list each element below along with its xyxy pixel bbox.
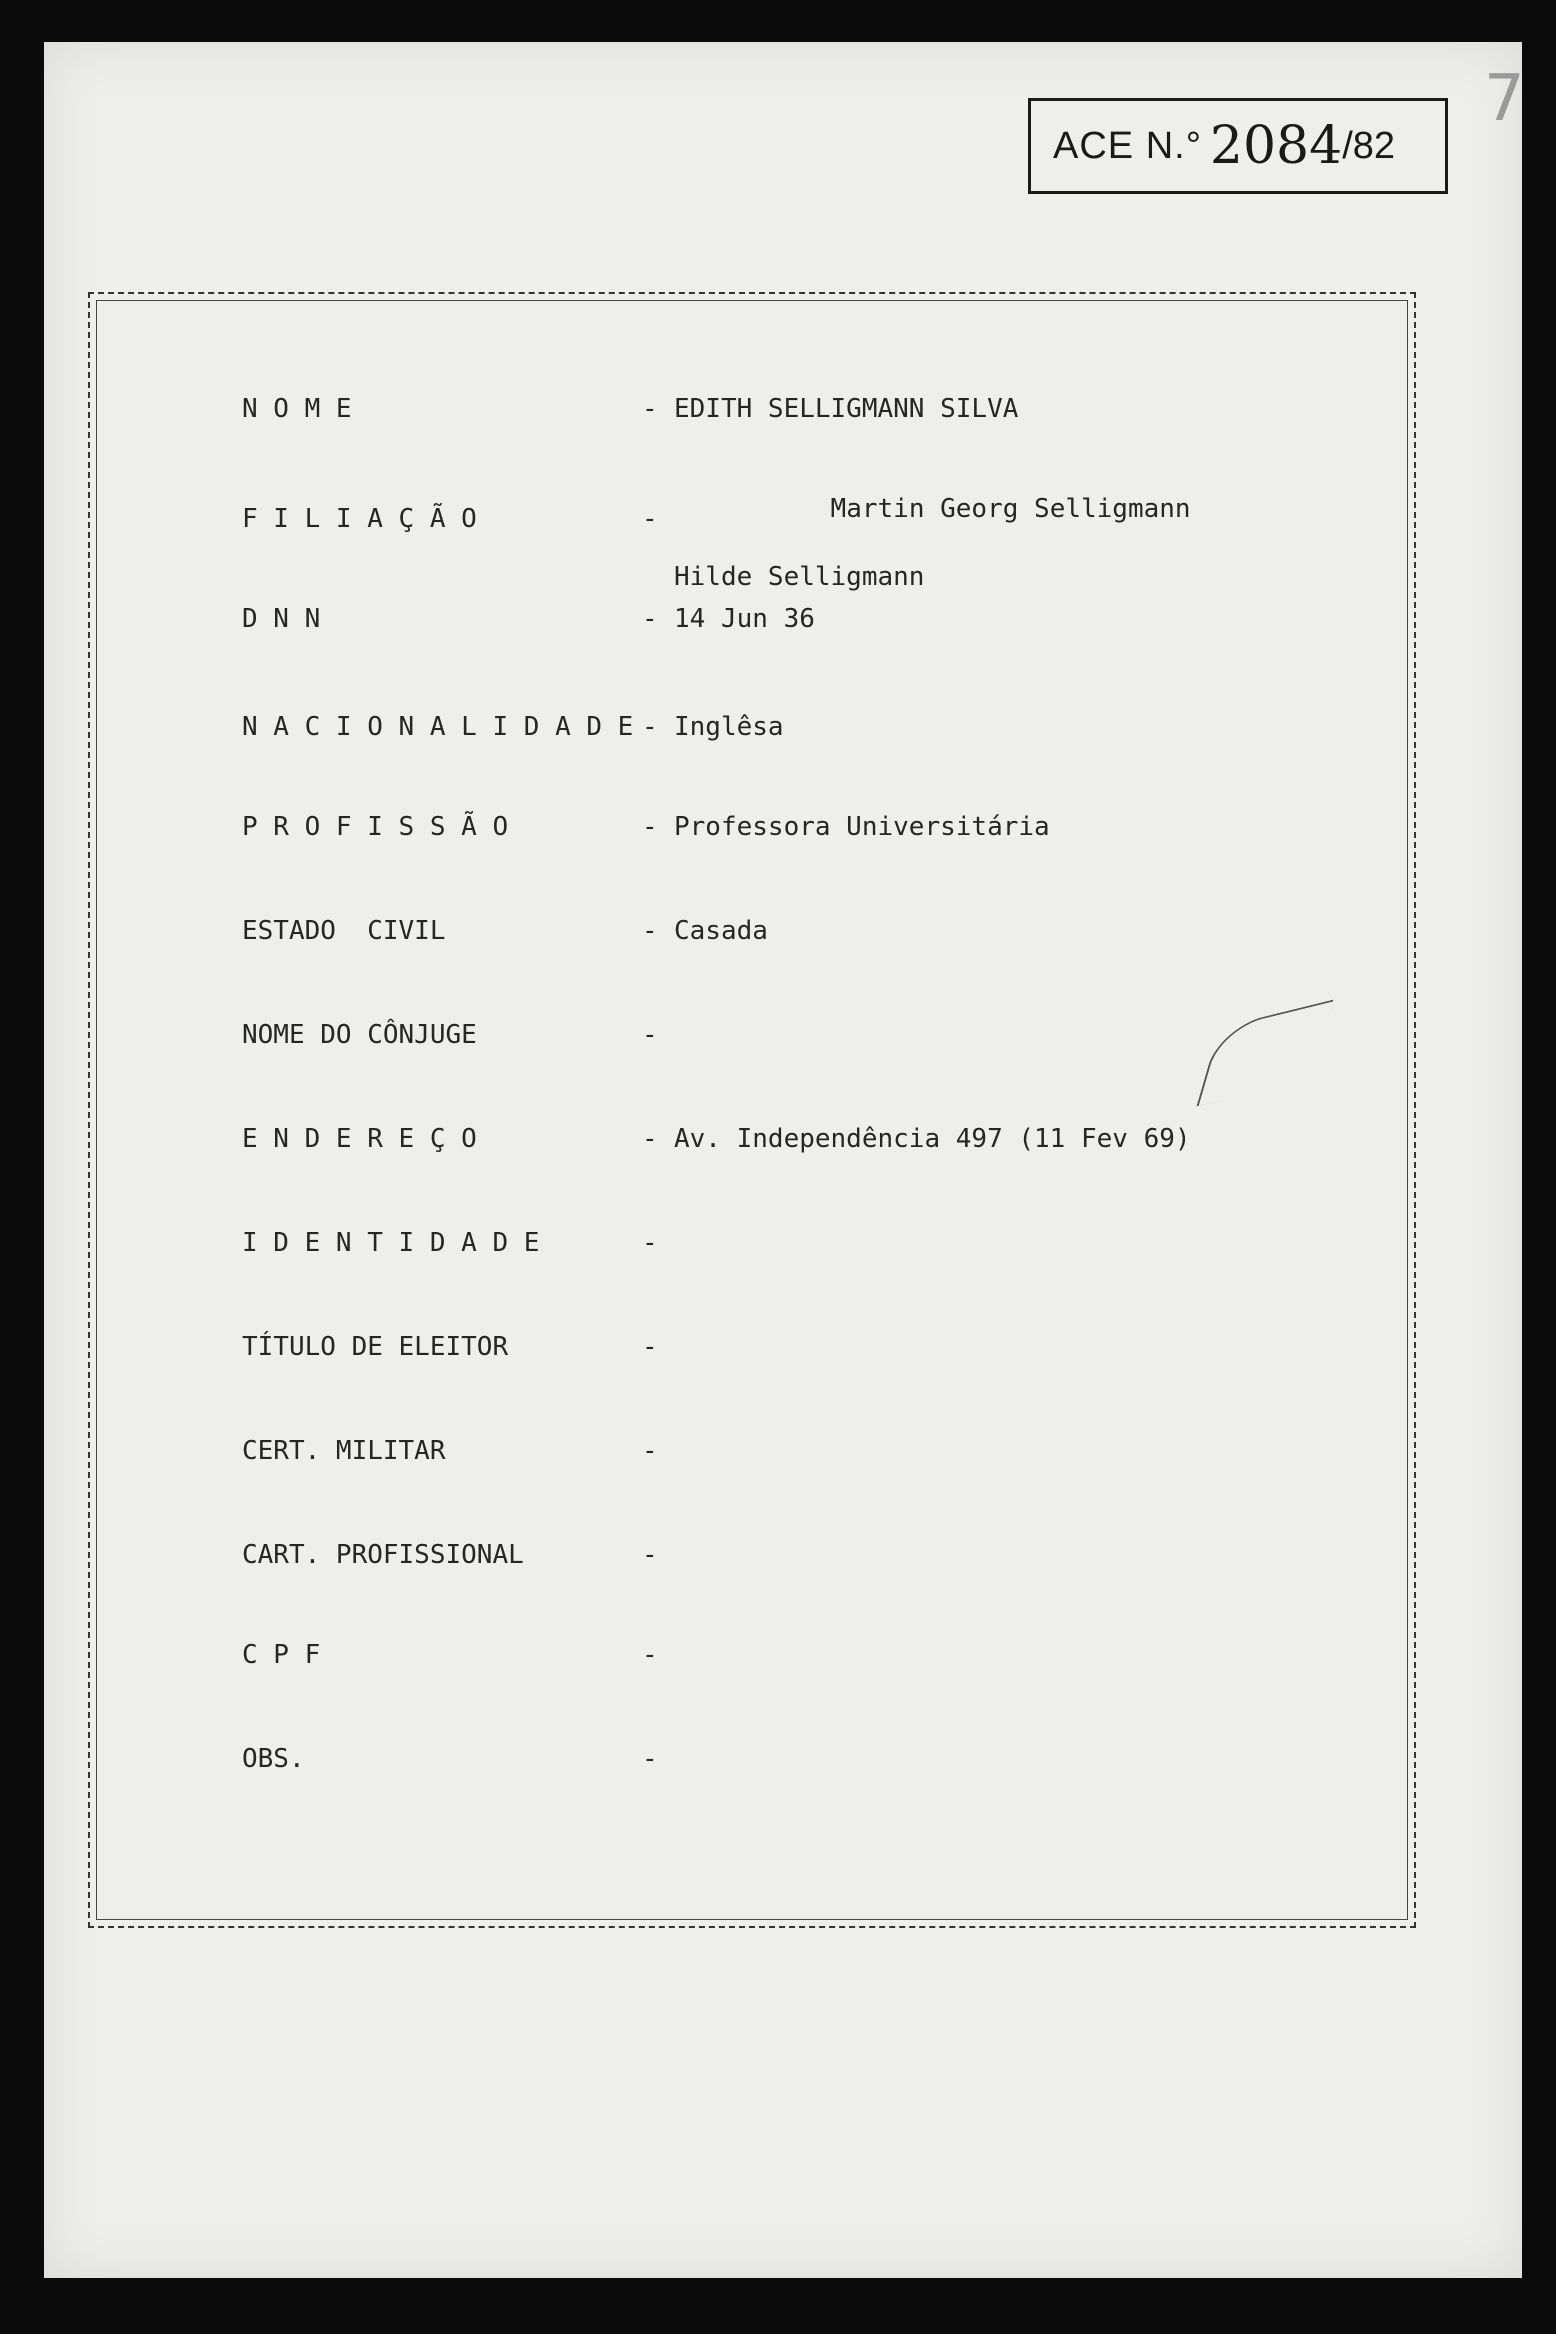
field-label: CART. PROFISSIONAL bbox=[242, 1540, 524, 1570]
field-dash: - bbox=[642, 1124, 658, 1154]
ace-number-stamp bbox=[1028, 98, 1448, 194]
field-dash: - bbox=[642, 394, 658, 424]
field-dash: - bbox=[642, 1640, 658, 1670]
field-value: Av. Independência 497 (11 Fev 69) bbox=[674, 1124, 1191, 1154]
field-dash: - bbox=[642, 1540, 658, 1570]
field-label: ESTADO CIVIL bbox=[242, 916, 446, 946]
field-dash: - bbox=[642, 1332, 658, 1362]
field-label: F I L I A Ç Ã O bbox=[242, 504, 477, 534]
field-value: 14 Jun 36 bbox=[674, 604, 815, 634]
field-dash: - bbox=[642, 1436, 658, 1466]
field-label: N A C I O N A L I D A D E bbox=[242, 712, 634, 742]
field-label: CERT. MILITAR bbox=[242, 1436, 446, 1466]
field-label: NOME DO CÔNJUGE bbox=[242, 1020, 477, 1050]
field-value: Casada bbox=[674, 916, 768, 946]
field-label: TÍTULO DE ELEITOR bbox=[242, 1332, 509, 1362]
field-value: Professora Universitária bbox=[674, 812, 1050, 842]
field-dash: - bbox=[642, 1744, 658, 1774]
field-dash: - bbox=[642, 916, 658, 946]
field-label: I D E N T I D A D E bbox=[242, 1228, 540, 1258]
field-value: Inglêsa bbox=[674, 712, 784, 742]
ace-prefix: ACE N.° bbox=[1053, 124, 1202, 167]
field-label: D N N bbox=[242, 604, 321, 634]
page-number-mark: 7 bbox=[1484, 62, 1525, 136]
field-label: P R O F I S S Ã O bbox=[242, 812, 509, 842]
field-value: EDITH SELLIGMANN SILVA bbox=[674, 394, 1019, 424]
ace-number: 2084 bbox=[1209, 116, 1343, 176]
father-name: Martin Georg Selligmann bbox=[830, 494, 1191, 524]
paper-sheet bbox=[44, 42, 1525, 2278]
field-label: C P F bbox=[242, 1640, 321, 1670]
field-label: N O M E bbox=[242, 394, 352, 424]
field-dash: - bbox=[642, 812, 658, 842]
record-form-box bbox=[88, 292, 1416, 1928]
mother-name: Hilde Selligmann bbox=[674, 562, 925, 592]
field-dash: - bbox=[642, 1228, 658, 1258]
field-dash: - bbox=[642, 712, 658, 742]
field-dash: - bbox=[642, 1020, 658, 1050]
field-dash: - bbox=[642, 504, 658, 534]
field-label: E N D E R E Ç O bbox=[242, 1124, 477, 1154]
field-dash: - bbox=[642, 604, 658, 634]
field-label: OBS. bbox=[242, 1744, 305, 1774]
ace-year: /82 bbox=[1342, 124, 1396, 167]
